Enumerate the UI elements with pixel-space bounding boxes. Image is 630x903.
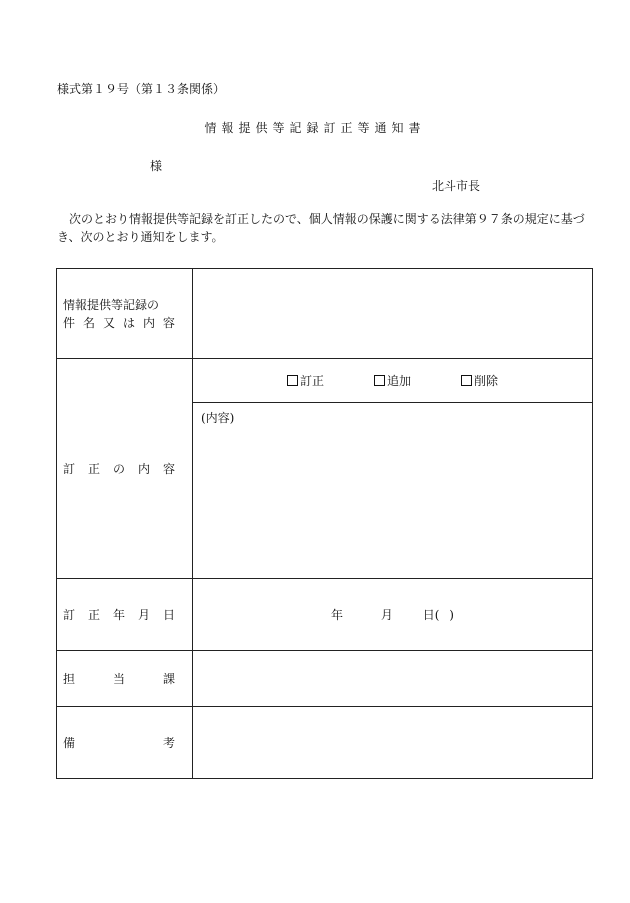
content-label: (内容): [201, 411, 235, 425]
table-row-remarks: [57, 707, 593, 779]
label-char: 訂: [63, 608, 76, 622]
body-paragraph: 次のとおり情報提供等記録を訂正したので、個人情報の保護に関する法律第９７条の規定に基づき、次のとおり通知をします。: [57, 212, 585, 244]
label-correction-date: [57, 579, 193, 651]
label-char: 内: [142, 315, 155, 330]
checkbox-deletion[interactable]: [461, 372, 498, 389]
label-char: 容: [162, 462, 175, 476]
correction-detail-field[interactable]: [193, 403, 593, 579]
checkbox-addition[interactable]: [374, 372, 411, 389]
table-row-department: [57, 651, 593, 707]
label-char: 訂: [63, 462, 76, 476]
label-correction-content: [57, 359, 193, 579]
date-year-label: 年: [331, 608, 344, 622]
checkbox-label: 訂正: [299, 374, 324, 388]
label-char: 課: [162, 672, 175, 686]
label-char: 備: [63, 736, 76, 750]
label-char: 日: [162, 608, 175, 622]
label-char: 名: [82, 315, 95, 330]
table-row-correction-type: [57, 359, 593, 403]
table-row-record-subject: [57, 269, 593, 359]
label-char: 当: [112, 672, 125, 686]
label-record-subject-line2: [63, 314, 175, 332]
checkbox-correction[interactable]: [287, 372, 324, 389]
label-char: 年: [112, 608, 125, 622]
label-char: 考: [162, 736, 175, 750]
checkbox-label: 追加: [386, 374, 411, 388]
label-char: 正: [87, 608, 100, 622]
label-record-subject-line1: 情報提供等記録の: [63, 297, 160, 312]
form-table: [56, 268, 593, 779]
date-month-label: 月: [380, 608, 393, 622]
addressee-honorific: 様: [150, 159, 163, 173]
label-char: 又: [102, 315, 115, 330]
label-remarks: [57, 707, 193, 779]
label-department: [57, 651, 193, 707]
date-weekday-close: ): [449, 608, 454, 622]
label-char: 内: [137, 462, 150, 476]
label-char: の: [112, 462, 125, 476]
issuer-name: 北斗市長: [432, 179, 481, 193]
label-char: は: [122, 315, 135, 330]
label-char: 容: [162, 315, 175, 330]
checkbox-icon: [374, 375, 385, 386]
checkbox-icon: [287, 375, 298, 386]
label-char: 件: [63, 315, 76, 330]
form-number: 様式第１９号（第１３条関係）: [57, 82, 226, 96]
label-char: 月: [137, 608, 150, 622]
department-field[interactable]: [193, 651, 593, 707]
correction-date-field[interactable]: [193, 579, 593, 651]
label-char: 担: [63, 672, 76, 686]
checkbox-icon: [461, 375, 472, 386]
checkbox-label: 削除: [474, 374, 499, 388]
remarks-field[interactable]: [193, 707, 593, 779]
document-title: 情報提供等記録訂正等通知書: [204, 121, 426, 135]
record-subject-field[interactable]: [193, 269, 593, 359]
label-record-subject: [57, 269, 193, 359]
table-row-correction-date: [57, 579, 593, 651]
date-day-label: 日(: [422, 608, 440, 622]
correction-type-options: [193, 359, 593, 403]
label-char: 正: [87, 462, 100, 476]
